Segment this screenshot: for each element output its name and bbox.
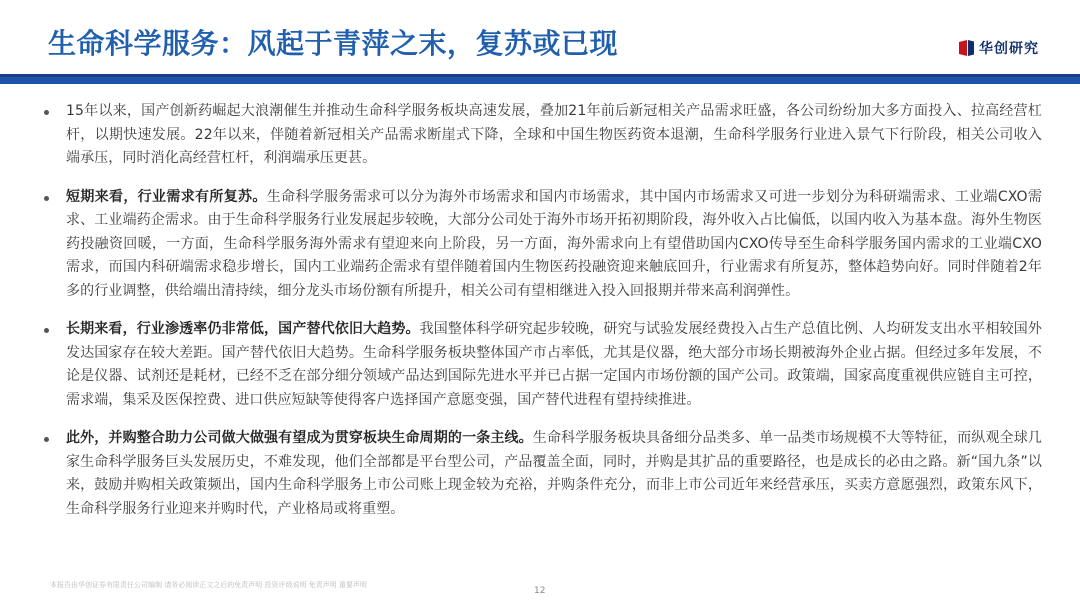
bullet-paragraph-1 [36,100,1042,171]
bullet-lead: 此外，并购整合助力公司做大做强有望成为贯穿板块生命周期的一条主线。 [66,430,533,446]
bullet-paragraph-2 [36,186,1042,304]
bullet-lead: 长期来看，行业渗透率仍非常低，国产替代依旧大趋势。 [66,321,420,337]
bullet-paragraph-4 [36,427,1042,521]
bullet-lead: 短期来看，行业需求有所复苏。 [66,188,267,205]
footer-disclaimer: 本报告由华创证券有限责任公司编制 请务必阅读正文之后的免责声明 投资评级说明 免责声明 重要声明 [50,581,367,589]
logo-text: 华创研究 [979,41,1039,57]
bullet-text: 15年以来，国产创新药崛起大浪潮催生并推动生命科学服务板块高速发展，叠加21年前后新冠相关产品需求旺盛，各公司纷纷加大多方面投入、拉高经营杠杆，以期快速发展。22年以来，伴随着新冠相关产品需求断崖式下降，全球和中国生物医药资本退潮，生命科学服务行业进入景气下行阶段，相关公司收入端承压，同时消化高经营杠杆，利润端承压更甚。 [66,103,1042,166]
bullet-text: 生命科学服务板块具备细分品类多、单一品类市场规模不大等特征，而纵观全球几家生命科学服务巨头发展历史，不难发现，他们全部都是平台型公司，产品覆盖全面，同时，并购是其扩品的重要路径，也是成长的必由之路。新“国九条”以来，鼓励并购相关政策频出，国内生命科学服务上市公司账上现金较为充裕，并购条件充分，而非上市公司近年来经营承压，买卖方意愿强烈，政策东风下，生命科学服务行业迎来并购时代，产业格局或将重塑。 [66,430,1042,517]
bullet-paragraph-3 [36,318,1042,412]
bullet-text: 生命科学服务需求可以分为海外市场需求和国内市场需求，其中国内市场需求又可进一步划分为科研端需求、工业端CXO需求、工业端药企需求。由于生命科学服务行业发展起步较晚，大部分公司处于海外市场开拓初期阶段，海外收入占比偏低，以国内收入为基本盘。海外生物医药投融资回暖，一方面，生命科学服务海外需求有望迎来向上阶段，另一方面，海外需求向上有望借助国内CXO传导至生命科学服务国内需求的工业端CXO需求，而国内科研端需求稳步增长，国内工业端药企需求有望伴随着国内生物医药投融资迎来触底回升，行业需求有所复苏，整体趋势向好。同时伴随着2年多的行业调整，供给端出清持续，细分龙头市场份额有所提升，相关公司有望相继进入投入回报期并带来高利润弹性。 [66,188,1042,299]
huachuang-logo-icon [957,39,975,57]
bullet-text: 我国整体科学研究起步较晚，研究与试验发展经费投入占生产总值比例、人均研发支出水平相较国外发达国家存在较大差距。国产替代依旧大趋势。生命科学服务板块整体国产市占率低，尤其是仪器，绝大部分市场长期被海外企业占据。但经过多年发展，不论是仪器、试剂还是耗材，已经不乏在部分细分领域产品达到国际先进水平并已占据一定国内市场份额的国产公司。政策端，国家高度重视供应链自主可控，需求端，集采及医保控费、进口供应短缺等使得客户选择国产意愿变强，国产替代进程有望持续推进。 [66,321,1042,408]
page-title: 生命科学服务：风起于青萍之末，复苏或已现 [48,27,619,60]
brand-logo [957,38,1039,58]
bullet-dot-icon [44,196,49,201]
header-divider [0,74,1080,84]
bullet-dot-icon [44,110,49,115]
bullet-dot-icon [44,437,49,442]
bullet-list [36,100,1042,536]
bullet-dot-icon [44,328,49,333]
page-number: 12 [534,586,546,596]
